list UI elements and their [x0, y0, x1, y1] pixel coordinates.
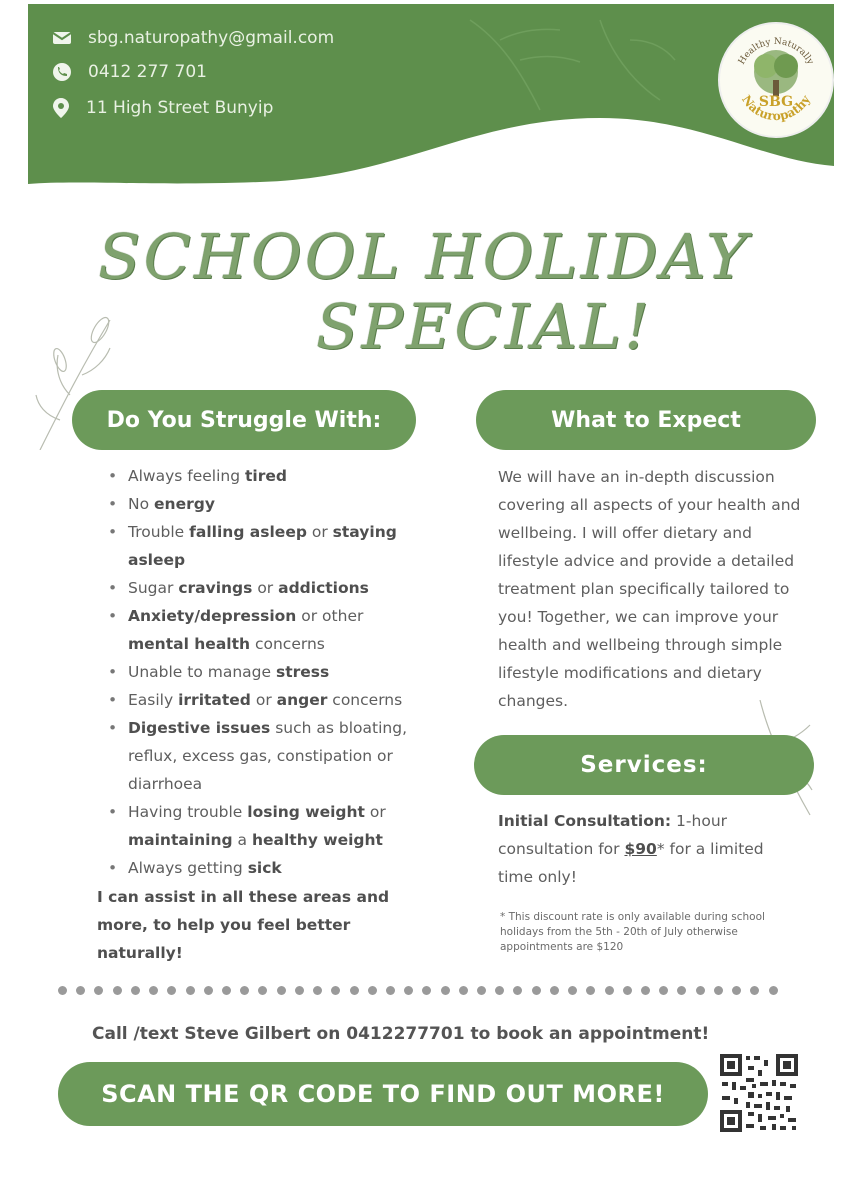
- struggle-item-text: healthy weight: [251, 831, 383, 849]
- struggle-item-text: falling asleep: [189, 523, 307, 541]
- struggle-item: [104, 658, 424, 686]
- divider-dot: [76, 986, 85, 995]
- divider-dot: [441, 986, 450, 995]
- struggle-item: [104, 602, 424, 658]
- divider-dot: [732, 986, 741, 995]
- divider-dot: [331, 986, 340, 995]
- struggle-item-text: tired: [245, 467, 287, 485]
- struggle-item-text: Anxiety/depression: [128, 607, 297, 625]
- divider-dot: [641, 986, 650, 995]
- struggle-item-text: addictions: [278, 579, 369, 597]
- qr-code-icon[interactable]: [718, 1052, 800, 1134]
- struggle-item-text: Unable to manage: [128, 663, 276, 681]
- struggle-item: [104, 798, 424, 854]
- struggle-item-text: Always getting: [128, 859, 248, 877]
- phone-icon: [52, 62, 72, 82]
- divider-dot: [94, 986, 103, 995]
- struggle-item: [104, 574, 424, 602]
- struggle-item-text: concerns: [327, 691, 403, 709]
- divider-dot: [696, 986, 705, 995]
- consultation-desc: 1-hour consultation for: [498, 812, 728, 858]
- divider-dot: [58, 986, 67, 995]
- assist-text: I can assist in all these areas and more, to help you feel better naturally!: [97, 888, 390, 962]
- struggle-item-text: maintaining: [128, 831, 233, 849]
- divider-dot: [550, 986, 559, 995]
- logo-initials: SBG: [758, 94, 794, 110]
- phone-text: 0412 277 701: [88, 62, 207, 82]
- sbg-naturopathy-logo: [718, 22, 834, 138]
- divider-dot: [532, 986, 541, 995]
- services-text: [498, 807, 798, 891]
- location-pin-icon: [52, 97, 70, 119]
- divider-dot: [677, 986, 686, 995]
- services-heading: Services:: [474, 735, 814, 795]
- divider-dot: [204, 986, 213, 995]
- struggle-item-text: or other: [296, 607, 364, 625]
- struggle-item-text: Trouble: [128, 523, 190, 541]
- struggle-item-text: staying asleep: [128, 523, 397, 569]
- divider-dot: [477, 986, 486, 995]
- struggle-list: [104, 462, 424, 882]
- struggle-item-text: energy: [154, 495, 215, 513]
- struggle-item: [104, 686, 424, 714]
- divider-dot: [568, 986, 577, 995]
- divider-dot: [313, 986, 322, 995]
- title-line-1: SCHOOL HOLIDAY: [98, 220, 750, 293]
- struggle-item-text: No: [128, 495, 155, 513]
- struggle-item-text: irritated: [178, 691, 251, 709]
- divider-dot: [586, 986, 595, 995]
- divider-dot: [167, 986, 176, 995]
- divider-dot: [350, 986, 359, 995]
- divider-dot: [459, 986, 468, 995]
- divider-dot: [605, 986, 614, 995]
- contact-phone[interactable]: [52, 62, 207, 82]
- divider-dot: [495, 986, 504, 995]
- divider-dot: [513, 986, 522, 995]
- struggle-item: [104, 854, 424, 882]
- email-text: sbg.naturopathy@gmail.com: [88, 28, 335, 48]
- struggle-item: [104, 490, 424, 518]
- struggle-item-text: cravings: [178, 579, 253, 597]
- divider-dot: [659, 986, 668, 995]
- logo-bottom-text: Naturopathy: [739, 92, 813, 124]
- divider-dot: [404, 986, 413, 995]
- divider-dot: [186, 986, 195, 995]
- divider-dot: [295, 986, 304, 995]
- struggle-item: [104, 518, 424, 574]
- consultation-desc-end: * for a limited time only!: [498, 840, 764, 886]
- divider-dot: [277, 986, 286, 995]
- divider-dot: [222, 986, 231, 995]
- divider-dot: [258, 986, 267, 995]
- struggle-item-text: Having trouble: [128, 803, 248, 821]
- struggle-item-text: concerns: [250, 635, 325, 653]
- address-text: 11 High Street Bunyip: [86, 98, 274, 118]
- divider-dot: [714, 986, 723, 995]
- title-line-2: SPECIAL!: [315, 290, 653, 363]
- struggle-item-text: or: [364, 803, 386, 821]
- struggle-item-text: anger: [276, 691, 328, 709]
- struggle-item-text: or: [306, 523, 333, 541]
- consultation-price: $90: [624, 840, 657, 858]
- divider-dot: [240, 986, 249, 995]
- divider-dot: [386, 986, 395, 995]
- struggle-item-text: Digestive issues: [128, 719, 271, 737]
- consultation-label: Initial Consultation:: [498, 812, 672, 830]
- struggle-item-text: sick: [247, 859, 282, 877]
- struggle-item-text: losing weight: [247, 803, 365, 821]
- divider-dot: [422, 986, 431, 995]
- divider-dot: [149, 986, 158, 995]
- divider-dot: [113, 986, 122, 995]
- divider-dot: [623, 986, 632, 995]
- expect-heading: What to Expect: [476, 390, 816, 450]
- divider-dot: [769, 986, 778, 995]
- expect-text: We will have an in-depth discussion covering all aspects of your health and wellbeing. I will offer dietary and lifestyle advice and provide a detailed treatment plan specifically tailored to you! Together, we can improve your health and wellbeing through simple lifestyle modifications and dietary changes.: [498, 468, 801, 710]
- contact-address[interactable]: [52, 97, 273, 119]
- struggle-item-text: or: [250, 691, 277, 709]
- struggle-item-text: such as bloating, reflux, excess gas, constipation or diarrhoea: [128, 719, 407, 793]
- struggle-heading: Do You Struggle With:: [72, 390, 416, 450]
- struggle-item-text: a: [232, 831, 252, 849]
- divider-dot: [750, 986, 759, 995]
- dotted-divider: [58, 980, 778, 1000]
- struggle-item-text: or: [252, 579, 279, 597]
- contact-email[interactable]: [52, 28, 334, 48]
- struggle-item-text: Always feeling: [128, 467, 245, 485]
- logo-top-text: Healthy Naturally: [737, 36, 815, 67]
- struggle-item-text: mental health: [128, 635, 251, 653]
- divider-dot: [368, 986, 377, 995]
- envelope-icon: [52, 30, 72, 46]
- struggle-item-text: Sugar: [128, 579, 179, 597]
- struggle-item-text: Easily: [128, 691, 179, 709]
- divider-dot: [131, 986, 140, 995]
- scan-qr-banner: SCAN THE QR CODE TO FIND OUT MORE!: [58, 1062, 708, 1126]
- discount-footnote: * This discount rate is only available during school holidays from the 5th - 20th of July otherwise appointments are $120: [500, 911, 765, 953]
- struggle-item-text: stress: [275, 663, 330, 681]
- tree-icon: [754, 50, 798, 96]
- struggle-item: [104, 714, 424, 798]
- struggle-item: [104, 462, 424, 490]
- call-to-book-text: Call /text Steve Gilbert on 0412277701 to book an appointment!: [92, 1024, 710, 1044]
